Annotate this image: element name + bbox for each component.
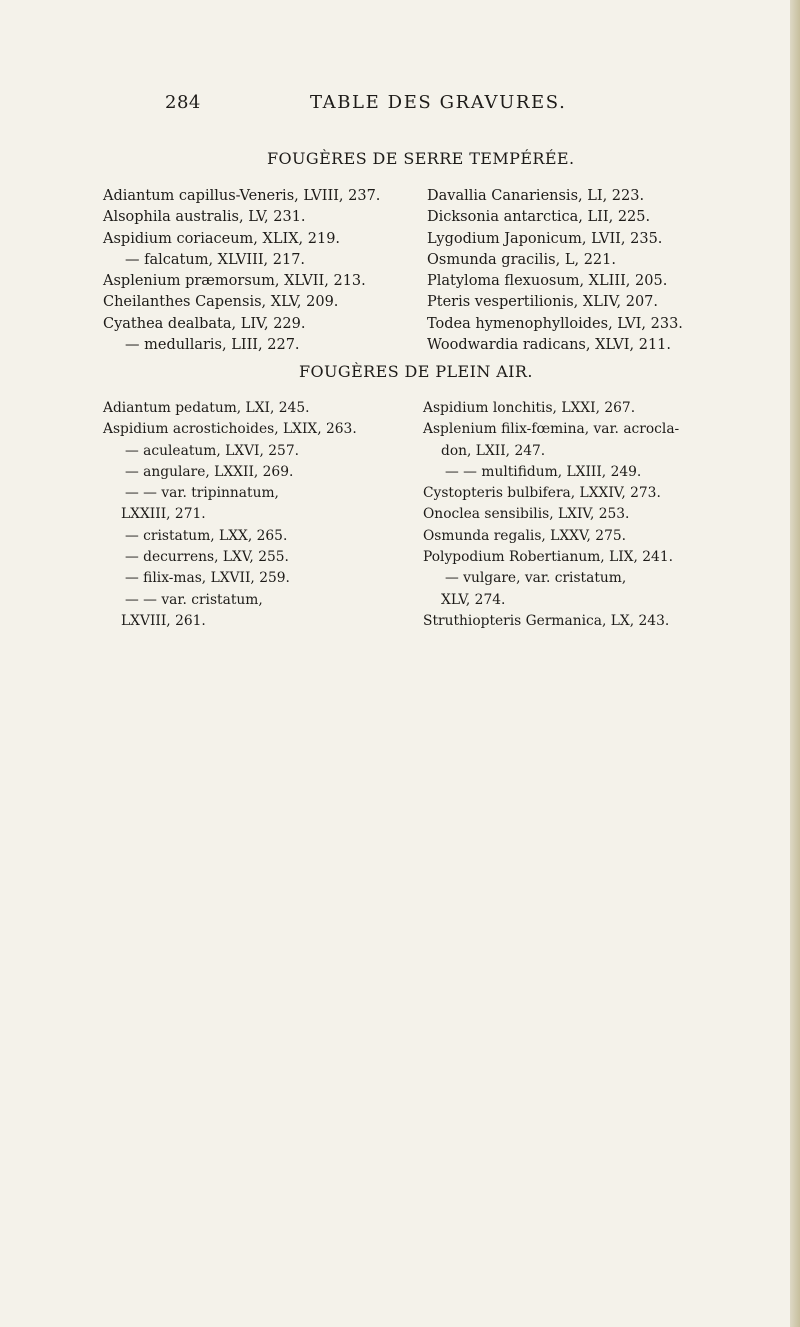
index-entry: don, LXII, 247. xyxy=(441,442,546,459)
index-entry: — vulgare, var. cristatum, xyxy=(445,570,627,587)
section1-right-column xyxy=(427,186,683,356)
index-entry: Cheilanthes Capensis, XLV, 209. xyxy=(103,294,339,311)
index-entry: Polypodium Robertianum, LIX, 241. xyxy=(423,549,673,566)
index-entry: LXVIII, 261. xyxy=(121,612,206,629)
page-edge xyxy=(790,0,800,1327)
index-entry: Onoclea sensibilis, LXIV, 253. xyxy=(423,506,630,523)
index-entry: LXXIII, 271. xyxy=(121,506,206,523)
index-entry: — — var. cristatum, xyxy=(125,591,263,608)
index-entry: Struthiopteris Germanica, LX, 243. xyxy=(423,612,670,629)
index-entry: Davallia Canariensis, LI, 223. xyxy=(427,188,645,204)
index-entry: XLV, 274. xyxy=(441,591,506,608)
index-entry: — cristatum, LXX, 265. xyxy=(125,527,288,544)
section1-left-column xyxy=(103,186,380,356)
index-entry: — — var. tripinnatum, xyxy=(125,485,279,502)
index-entry: Osmunda regalis, LXXV, 275. xyxy=(423,527,627,544)
index-entry: Adiantum capillus-Veneris, LVIII, 237. xyxy=(103,188,381,204)
index-entry: Lygodium Japonicum, LVII, 235. xyxy=(427,230,663,247)
index-entry: — filix-mas, LXVII, 259. xyxy=(125,570,290,587)
index-entry: Aspidium acrostichoides, LXIX, 263. xyxy=(103,421,357,438)
index-entry: — angulare, LXXII, 269. xyxy=(125,463,294,480)
section-title-plein-air: FOUGÈRES DE PLEIN AIR. xyxy=(299,362,533,381)
index-entry: — medullaris, LIII, 227. xyxy=(125,337,300,354)
index-entry: Cyathea dealbata, LIV, 229. xyxy=(103,315,306,332)
index-entry: Dicksonia antarctica, LII, 225. xyxy=(427,209,651,226)
index-entry: Platyloma flexuosum, XLIII, 205. xyxy=(427,273,668,290)
index-entry: Alsophila australis, LV, 231. xyxy=(103,209,306,226)
running-title: TABLE DES GRAVURES. xyxy=(310,92,567,113)
section2-left-column xyxy=(103,398,357,632)
index-entry: — decurrens, LXV, 255. xyxy=(125,549,289,566)
page-number: 284 xyxy=(165,92,201,113)
index-entry: Asplenium filix-fœmina, var. acrocla- xyxy=(423,421,680,438)
section2-right-column xyxy=(423,398,679,632)
index-entry: Osmunda gracilis, L, 221. xyxy=(427,251,616,268)
index-entry: — aculeatum, LXVI, 257. xyxy=(125,442,299,459)
section-title-serre: FOUGÈRES DE SERRE TEMPÉRÉE. xyxy=(267,149,575,168)
index-entry: Pteris vespertilionis, XLIV, 207. xyxy=(427,294,659,311)
index-entry: Cystopteris bulbifera, LXXIV, 273. xyxy=(423,485,661,502)
index-entry: Adiantum pedatum, LXI, 245. xyxy=(103,400,310,416)
index-entry: Aspidium lonchitis, LXXI, 267. xyxy=(423,400,636,416)
index-entry: — — multifidum, LXIII, 249. xyxy=(445,463,642,480)
index-entry: Woodwardia radicans, XLVI, 211. xyxy=(427,337,672,354)
index-entry: Aspidium coriaceum, XLIX, 219. xyxy=(103,230,341,247)
index-entry: — falcatum, XLVIII, 217. xyxy=(125,251,306,268)
page-header xyxy=(165,92,635,120)
index-entry: Asplenium præmorsum, XLVII, 213. xyxy=(103,273,366,290)
index-entry: Todea hymenophylloides, LVI, 233. xyxy=(427,315,683,332)
